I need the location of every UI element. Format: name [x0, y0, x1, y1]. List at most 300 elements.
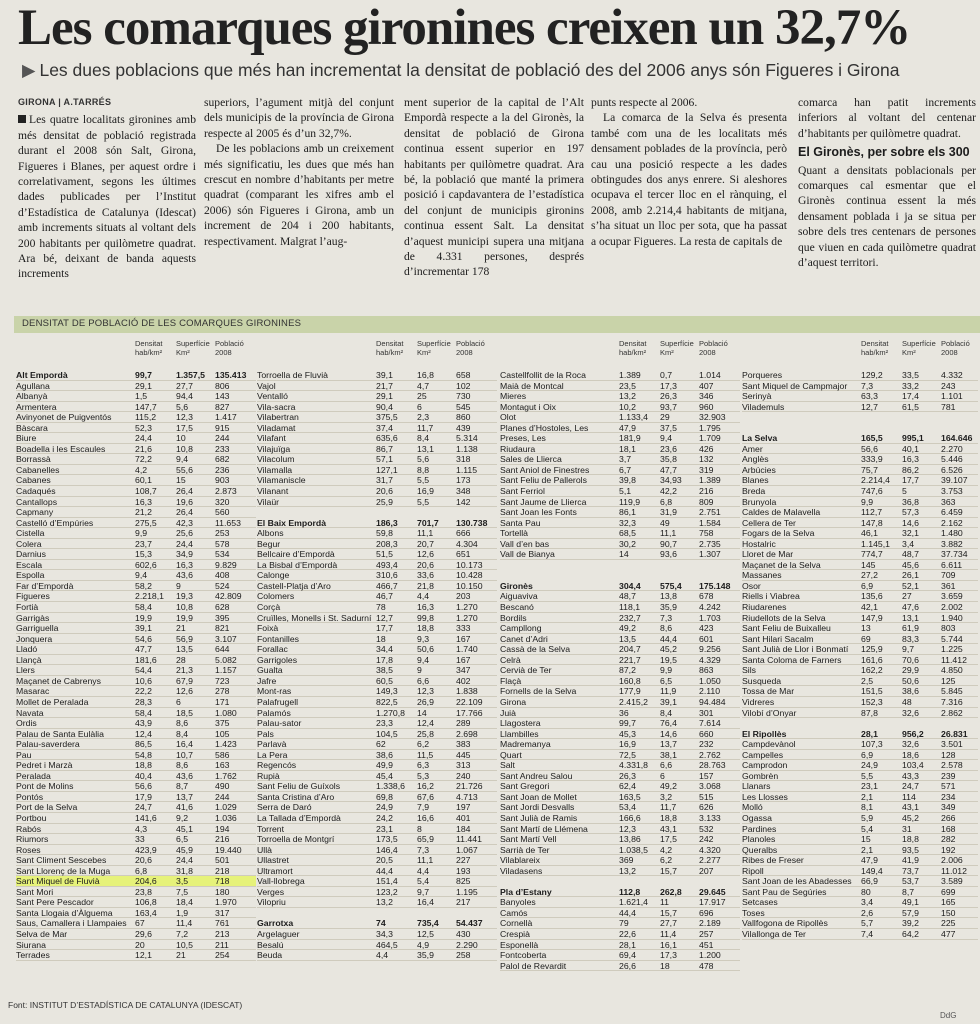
cell-name: Beuda — [257, 950, 283, 961]
cell-name: Vilabertran — [257, 412, 299, 423]
cell-density: 57,1 — [376, 454, 393, 465]
cell-area: 5,6 — [176, 401, 189, 412]
cell-population: 1.195 — [456, 886, 478, 897]
cell-area: 11 — [660, 897, 670, 908]
cell-density: 24,7 — [135, 802, 152, 813]
cell-area: 11,5 — [417, 749, 434, 760]
cell-population: 125 — [941, 675, 956, 686]
cell-area: 43,6 — [176, 770, 193, 781]
cell-density: 108,7 — [135, 486, 157, 497]
cell-density: 310,6 — [376, 570, 398, 581]
cell-name: Peralada — [16, 770, 51, 781]
cell-population: 1.080 — [215, 707, 237, 718]
table-spacer — [742, 412, 978, 423]
cell-density: 25,9 — [376, 496, 393, 507]
cell-population: 601 — [699, 633, 714, 644]
cell-density: 112,8 — [619, 886, 641, 897]
cell-area: 19,9 — [176, 612, 193, 623]
cell-area: 5,5 — [417, 475, 430, 486]
cell-population: 2.762 — [699, 749, 721, 760]
cell-area: 103,4 — [902, 760, 924, 771]
table-row — [500, 370, 740, 381]
cell-density: 37,4 — [376, 422, 393, 433]
table-row — [500, 940, 740, 951]
cell-name: Camprodon — [742, 760, 788, 771]
table-title: DENSITAT DE POBLACIÓ DE LES COMARQUES GIRONINES — [22, 318, 302, 329]
cell-population: 490 — [215, 781, 230, 792]
cell-area: 93,6 — [660, 549, 677, 560]
cell-area: 37,5 — [660, 422, 677, 433]
cell-area: 5,4 — [417, 876, 430, 887]
cell-population: 1.225 — [941, 644, 963, 655]
table-row — [742, 475, 978, 486]
cell-name: Cellera de Ter — [742, 517, 796, 528]
cell-density: 129,2 — [861, 370, 883, 380]
table-row — [742, 613, 978, 624]
cell-area: 8 — [417, 823, 422, 834]
cell-area: 11,1 — [417, 855, 434, 866]
cell-density: 173,5 — [376, 834, 398, 845]
table-region-row — [500, 581, 740, 592]
cell-name: Fornells de la Selva — [500, 686, 577, 697]
cell-population: 761 — [215, 918, 230, 929]
cell-name: Garriguella — [16, 623, 59, 634]
cell-density: 24,9 — [376, 802, 393, 813]
table-row — [16, 824, 256, 835]
cell-area: 9,4 — [660, 433, 673, 444]
cell-area: 12,6 — [417, 549, 434, 560]
cell-area: 99,8 — [417, 612, 434, 623]
cell-name: Calonge — [257, 570, 290, 581]
table-row — [16, 845, 256, 856]
cell-area: 24,7 — [902, 781, 919, 792]
cell-area: 4,4 — [417, 865, 430, 876]
cell-name: Sant Martí Vell — [500, 834, 557, 845]
cell-name: Vilamalla — [257, 464, 293, 475]
cell-density: 163,4 — [135, 907, 157, 918]
cell-density: 23,5 — [619, 380, 636, 391]
table-row — [742, 802, 978, 813]
table-row — [16, 708, 256, 719]
cell-density: 160,8 — [619, 675, 641, 686]
cell-population: 1.115 — [456, 464, 478, 475]
cell-density: 822,5 — [376, 696, 398, 707]
cell-population: 1.584 — [699, 517, 721, 528]
cell-name: La Bisbal d’Empordà — [257, 559, 338, 570]
cell-area: 49,1 — [902, 897, 919, 908]
cell-density: 5,7 — [861, 918, 874, 929]
cell-name: Santa Llogaia d’Àlguema — [16, 907, 113, 918]
table-row — [16, 739, 256, 750]
cell-area: 39,1 — [660, 696, 677, 707]
cell-area: 36,8 — [902, 496, 919, 507]
cell-population: 194 — [215, 823, 230, 834]
cell-population: 524 — [215, 580, 230, 591]
cell-density: 2.214,4 — [861, 475, 890, 486]
cell-name: Riudaura — [500, 443, 536, 454]
cell-area: 49,2 — [660, 781, 677, 792]
cell-area: 29,9 — [902, 665, 919, 676]
cell-area: 50,6 — [902, 675, 919, 686]
cell-area: 6,2 — [660, 855, 673, 866]
cell-area: 7,3 — [660, 612, 673, 623]
cell-density: 23,7 — [135, 538, 152, 549]
cell-density: 24,9 — [861, 760, 878, 771]
table-spacer — [742, 718, 978, 729]
cell-density: 2,1 — [861, 791, 874, 802]
table-row — [16, 750, 256, 761]
cell-population: 1.423 — [215, 739, 237, 750]
table-row — [500, 897, 740, 908]
table-row — [257, 792, 497, 803]
cell-name: Setcases — [742, 897, 778, 908]
cell-area: 43,1 — [902, 802, 919, 813]
cell-area: 3,5 — [176, 876, 189, 887]
cell-population: 171 — [215, 696, 230, 707]
table-region-row — [16, 370, 256, 381]
cell-density: 39,1 — [376, 370, 393, 380]
table-spacer — [500, 570, 740, 581]
cell-density: 2,1 — [861, 844, 874, 855]
cell-area: 9,4 — [176, 454, 189, 465]
cell-name: Parlavà — [257, 739, 287, 750]
cell-density: 51,5 — [376, 549, 393, 560]
cell-density: 87,8 — [861, 707, 878, 718]
table-row — [16, 697, 256, 708]
table-row — [257, 940, 497, 951]
cell-area: 49 — [660, 517, 670, 528]
cell-name: Maçanet de la Selva — [742, 559, 821, 570]
cell-name: Ventalló — [257, 391, 288, 402]
cell-density: 44,4 — [619, 907, 636, 918]
cell-population: 1.157 — [215, 665, 237, 676]
cell-name: Planes d’Hostoles, Les — [500, 422, 589, 433]
cell-population: 1.417 — [215, 412, 237, 423]
cell-density: 43,9 — [135, 718, 152, 729]
cell-area: 18,8 — [660, 812, 677, 823]
cell-name: Canet d’Adri — [500, 633, 548, 644]
cell-density: 1.270,8 — [376, 707, 405, 718]
cell-name: Argelaguer — [257, 928, 300, 939]
cell-population: 6.459 — [941, 507, 963, 518]
article-column-2 — [204, 95, 394, 330]
cell-population: 333 — [456, 623, 471, 634]
cell-population: 682 — [215, 454, 230, 465]
cell-population: 236 — [215, 464, 230, 475]
table-row — [742, 370, 978, 381]
cell-name: Colera — [16, 538, 42, 549]
table-row — [257, 475, 497, 486]
cell-density: 99,7 — [619, 718, 636, 729]
cell-population: 4.242 — [699, 602, 721, 613]
cell-density: 48,7 — [619, 591, 636, 602]
cell-population: 163 — [215, 760, 230, 771]
cell-density: 466,7 — [376, 580, 398, 591]
cell-population: 227 — [456, 855, 471, 866]
cell-density: 123,2 — [376, 886, 398, 897]
cell-name: Navata — [16, 707, 44, 718]
cell-population: 451 — [699, 939, 714, 950]
table-row — [257, 887, 497, 898]
cell-area: 995,1 — [902, 433, 924, 444]
table-row — [500, 465, 740, 476]
cell-population: 346 — [699, 391, 714, 402]
cell-area: 20,7 — [417, 538, 434, 549]
table-row — [500, 739, 740, 750]
cell-population: 2.277 — [699, 855, 721, 866]
cell-area: 701,7 — [417, 517, 439, 528]
table-row — [500, 771, 740, 782]
cell-area: 8,6 — [660, 623, 673, 634]
cell-population: 132 — [699, 454, 714, 465]
cell-name: Pau — [16, 749, 32, 760]
cell-density: 145 — [861, 559, 876, 570]
cell-population: 244 — [215, 791, 230, 802]
cell-name: Masarac — [16, 686, 50, 697]
cell-area: 956,2 — [902, 728, 924, 739]
cell-density: 135,6 — [861, 591, 883, 602]
cell-name: Fontanilles — [257, 633, 300, 644]
cell-area: 40,1 — [902, 443, 919, 454]
table-row — [16, 855, 256, 866]
cell-density: 15,3 — [135, 549, 152, 560]
cell-area: 67,6 — [417, 791, 434, 802]
cell-name: Sant Hilari Sacalm — [742, 633, 814, 644]
cell-area: 33,6 — [417, 570, 434, 581]
table-row — [257, 560, 497, 571]
cell-name: Sarrià de Ter — [500, 844, 550, 855]
cell-name: Serra de Daró — [257, 802, 312, 813]
cell-population: 666 — [456, 528, 471, 539]
cell-population: 254 — [215, 950, 230, 961]
cell-area: 16,3 — [176, 559, 193, 570]
table-row — [500, 845, 740, 856]
cell-area: 8,6 — [176, 760, 189, 771]
cell-density: 104,5 — [376, 728, 398, 739]
cell-population: 9.256 — [699, 644, 721, 655]
cell-name: Forallac — [257, 644, 288, 655]
cell-name: Susqueda — [742, 675, 782, 686]
cell-area: 24,4 — [176, 538, 193, 549]
table-row — [257, 486, 497, 497]
table-row — [257, 824, 497, 835]
table-row — [16, 613, 256, 624]
cell-density: 162,2 — [861, 665, 883, 676]
cell-population: 2.735 — [699, 538, 721, 549]
cell-name: Sant Climent Sescebes — [16, 855, 107, 866]
table-row — [742, 845, 978, 856]
cell-area: 4,2 — [660, 844, 673, 855]
cell-name: Santa Cristina d’Aro — [257, 791, 335, 802]
table-row — [16, 602, 256, 613]
cell-name: Sant Pere Pescador — [16, 897, 94, 908]
cell-name: El Ripollès — [742, 728, 787, 739]
cell-population: 5.446 — [941, 454, 963, 465]
cell-area: 45,1 — [176, 823, 193, 834]
cell-area: 43,6 — [176, 570, 193, 581]
cell-population: 2.162 — [941, 517, 963, 528]
cell-area: 64,2 — [902, 928, 919, 939]
cell-area: 2,3 — [417, 412, 430, 423]
cell-area: 13,7 — [176, 791, 193, 802]
table-row — [742, 528, 978, 539]
table-row — [742, 454, 978, 465]
table-row — [257, 866, 497, 877]
cell-area: 6,8 — [660, 496, 673, 507]
cell-population: 2.290 — [456, 939, 478, 950]
cell-population: 3.501 — [941, 739, 963, 750]
cell-density: 4,3 — [135, 823, 148, 834]
cell-area: 11,7 — [417, 422, 434, 433]
table-row — [257, 602, 497, 613]
paragraph-6: La comarca de la Selva és presenta també com una de les localitats més densament poblades de la província, però cau una posició respecte a les dades obtingudes dos anys enrere. Si aleshores ocupava el tercer lloc en el rànquing, el 2008, amb 2.214,4 habitants de mitjana, s’ha situat un lloc per sota, que ha passat a ocupar Figueres. La resta de capitals de — [591, 111, 787, 248]
cell-population: 658 — [456, 370, 471, 380]
cell-density: 62 — [376, 739, 386, 750]
header-population: Població 2008 — [699, 339, 728, 357]
cell-density: 80 — [861, 886, 871, 897]
cell-population: 803 — [941, 623, 956, 634]
cell-area: 5 — [902, 486, 907, 497]
table-row — [742, 813, 978, 824]
cell-area: 61,9 — [902, 623, 919, 634]
cell-population: 278 — [215, 686, 230, 697]
cell-density: 72,2 — [135, 454, 152, 465]
table-row — [500, 686, 740, 697]
table-row — [500, 634, 740, 645]
cell-density: 13 — [861, 623, 871, 634]
cell-population: 699 — [941, 886, 956, 897]
table-row — [16, 813, 256, 824]
cell-density: 18,8 — [135, 760, 152, 771]
cell-name: Torroella de Fluvià — [257, 370, 328, 380]
cell-area: 6,6 — [660, 760, 673, 771]
cell-area: 9,4 — [417, 654, 430, 665]
cell-population: 253 — [215, 528, 230, 539]
cell-name: Breda — [742, 486, 766, 497]
cell-population: 5.845 — [941, 686, 963, 697]
cell-density: 12,7 — [861, 401, 878, 412]
cell-area: 33,2 — [902, 380, 919, 391]
cell-name: Planoles — [742, 834, 776, 845]
cell-name: El Baix Empordà — [257, 517, 327, 528]
header-density: Densitat hab/km² — [619, 339, 647, 357]
table-row — [500, 708, 740, 719]
table-row — [742, 686, 978, 697]
cell-area: 12,3 — [176, 412, 193, 423]
cell-area: 1,9 — [176, 907, 189, 918]
cell-density: 204,7 — [619, 644, 641, 655]
cell-area: 8,4 — [176, 728, 189, 739]
cell-area: 4,7 — [417, 380, 430, 391]
cell-population: 11.012 — [941, 865, 967, 876]
cell-name: Preses, Les — [500, 433, 546, 444]
cell-population: 167 — [456, 654, 471, 665]
cell-population: 4.850 — [941, 665, 963, 676]
cell-area: 16,6 — [417, 812, 434, 823]
cell-population: 361 — [941, 580, 956, 591]
cell-population: 94.484 — [699, 696, 726, 707]
table-row — [742, 497, 978, 508]
cell-name: Santa Pau — [500, 517, 541, 528]
cell-name: Cantallops — [16, 496, 58, 507]
table-row — [500, 855, 740, 866]
cell-name: Ribes de Freser — [742, 855, 804, 866]
cell-density: 10,2 — [619, 401, 636, 412]
cell-area: 35,8 — [660, 454, 677, 465]
cell-density: 147,9 — [861, 612, 883, 623]
cell-population: 232 — [699, 739, 714, 750]
cell-density: 1.133,4 — [619, 412, 648, 423]
cell-name: Palamós — [257, 707, 291, 718]
cell-area: 31 — [902, 823, 912, 834]
cell-area: 6 — [660, 770, 665, 781]
cell-area: 38,6 — [902, 686, 919, 697]
cell-density: 221,7 — [619, 654, 641, 665]
cell-density: 177,9 — [619, 686, 641, 697]
cell-density: 17,9 — [135, 791, 152, 802]
table-spacer — [500, 560, 740, 571]
cell-area: 7,9 — [417, 802, 430, 813]
table-row — [257, 539, 497, 550]
cell-name: Armentera — [16, 401, 57, 412]
cell-name: Palau-sator — [257, 718, 302, 729]
cell-area: 48,7 — [902, 549, 919, 560]
cell-population: 258 — [456, 950, 471, 961]
cell-population: 1.703 — [699, 612, 721, 623]
cell-density: 23,1 — [376, 823, 393, 834]
cell-area: 13,1 — [902, 612, 919, 623]
cell-population: 477 — [941, 928, 956, 939]
cell-name: Riudarenes — [742, 602, 787, 613]
table-row — [500, 929, 740, 940]
cell-density: 44,4 — [376, 865, 393, 876]
cell-area: 50,6 — [417, 644, 434, 655]
cell-name: Vajol — [257, 380, 276, 391]
cell-population: 19.440 — [215, 844, 242, 855]
cell-name: Alt Empordà — [16, 370, 68, 380]
cell-name: Escala — [16, 559, 43, 570]
cell-area: 41,6 — [176, 802, 193, 813]
cell-area: 12,5 — [417, 928, 434, 939]
cell-population: 192 — [941, 844, 956, 855]
cell-name: Borrassà — [16, 454, 51, 465]
table-row — [16, 454, 256, 465]
cell-density: 22,6 — [619, 928, 636, 939]
cell-population: 395 — [215, 612, 230, 623]
cell-density: 15 — [861, 834, 871, 845]
cell-area: 48 — [902, 696, 912, 707]
cell-name: Pals — [257, 728, 274, 739]
cell-name: Besalú — [257, 939, 284, 950]
header-density: Densitat hab/km² — [376, 339, 404, 357]
cell-name: Castellfollit de la Roca — [500, 370, 586, 380]
cell-area: 61,5 — [902, 401, 919, 412]
section-title: El Gironès, per sobre els 300 — [798, 145, 970, 160]
cell-name: Palau-saverdera — [16, 739, 80, 750]
cell-population: 10.150 — [456, 580, 483, 591]
cell-population: 257 — [699, 928, 714, 939]
table-row — [16, 581, 256, 592]
table-row — [16, 950, 256, 961]
cell-population: 578 — [215, 538, 230, 549]
cell-name: Rabós — [16, 823, 42, 834]
cell-area: 262,8 — [660, 886, 682, 897]
table-row — [16, 897, 256, 908]
table-row — [742, 402, 978, 413]
cell-name: Celrà — [500, 654, 521, 665]
table-spacer — [257, 507, 497, 518]
cell-density: 13,2 — [619, 865, 636, 876]
